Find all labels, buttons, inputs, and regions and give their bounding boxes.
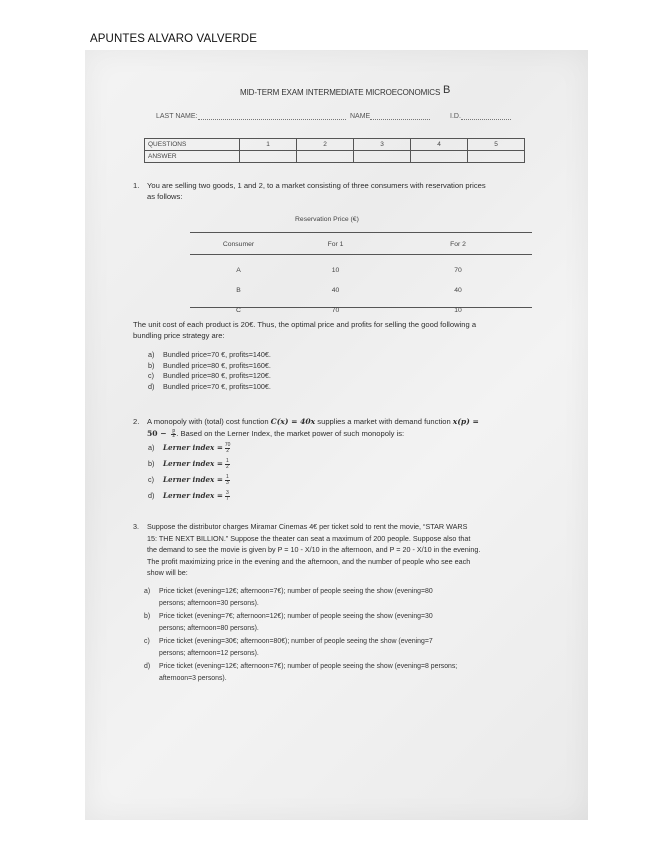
question-text: supplies a market with demand function <box>315 417 453 426</box>
answer-cell[interactable] <box>468 151 525 163</box>
demand-function-rest: 50 − <box>147 429 170 438</box>
question-3 <box>133 521 532 579</box>
answer-grid <box>144 138 525 163</box>
question-number: 2 <box>297 139 354 151</box>
column-header: For 2 <box>450 240 466 248</box>
id-blank <box>461 113 511 120</box>
last-name-field <box>156 113 346 120</box>
question-text-line: show will be: <box>147 568 188 577</box>
answer-cell[interactable] <box>240 151 297 163</box>
question-1-followup <box>133 319 543 341</box>
fraction-denominator: 2 <box>225 463 229 470</box>
header-author-note: APUNTES ALVARO VALVERDE <box>90 33 257 45</box>
answer-option[interactable] <box>148 475 230 491</box>
table-cell: 10 <box>331 266 340 274</box>
question-3-options <box>144 586 539 684</box>
table-cell: 40 <box>454 286 462 294</box>
table-cell: 70 <box>331 306 340 314</box>
questions-row <box>145 139 525 151</box>
option-letter: c) <box>148 475 154 485</box>
table-cell: 70 <box>454 266 462 274</box>
option-letter: d) <box>148 491 155 501</box>
question-number: 3 <box>354 139 411 151</box>
questions-label: QUESTIONS <box>145 139 240 151</box>
demand-function: x(p) = <box>452 417 479 426</box>
option-fraction <box>225 475 230 486</box>
question-2-options <box>148 443 230 507</box>
lerner-label: Lerner index = <box>163 475 223 485</box>
option-text: Bundled price=80 €, profits=120€. <box>163 371 271 381</box>
last-name-label: LAST NAME: <box>156 113 198 120</box>
option-letter: d) <box>148 381 155 391</box>
cost-function: C(x) = 40x <box>270 417 316 426</box>
column-header: For 1 <box>327 240 344 248</box>
question-text-line: Suppose the distributor charges Miramar Cinemas 4€ per ticket sold to rent the movie, “STAR WARS <box>147 522 468 531</box>
answer-cell[interactable] <box>354 151 411 163</box>
option-letter: a) <box>144 588 151 595</box>
option-text: persons; afternoon=30 persons). <box>159 599 259 607</box>
answer-option[interactable] <box>144 586 539 609</box>
column-header: Consumer <box>222 240 255 248</box>
option-text: Price ticket (evening=7€; afternoon=12€); number of people seeing the show (evening=30 <box>159 613 433 620</box>
answer-option[interactable] <box>144 661 539 684</box>
option-letter: b) <box>148 360 155 370</box>
name-field <box>350 113 430 120</box>
table-row <box>190 300 532 320</box>
question-text-line: as follows: <box>147 192 183 201</box>
question-text-line: 15: THE NEXT BILLION.” Suppose the theater can seat a maximum of 200 people. Suppose also that <box>147 533 471 543</box>
id-label: I.D. <box>450 113 461 120</box>
answer-cell[interactable] <box>411 151 468 163</box>
option-text: afternoon=3 persons). <box>159 674 227 682</box>
option-letter: a) <box>148 350 155 359</box>
table-rule-top <box>190 232 532 233</box>
fraction-denominator: 7 <box>225 495 229 502</box>
table-cell: 10 <box>454 306 462 314</box>
option-text: Price ticket (evening=12€; afternoon=7€); number of people seeing the show (evening=8 persons; <box>159 663 458 670</box>
question-1-options <box>148 350 271 392</box>
answer-option[interactable] <box>148 350 271 361</box>
option-fraction <box>225 491 230 502</box>
option-letter: a) <box>148 443 155 453</box>
question-2 <box>133 416 537 440</box>
question-1 <box>133 180 547 202</box>
answer-option[interactable] <box>148 459 230 475</box>
question-number-label: 3. <box>133 522 139 531</box>
reservation-table-title: Reservation Price (€) <box>295 216 359 223</box>
answers-row <box>145 151 525 163</box>
table-cell: A <box>236 266 241 274</box>
fraction-denominator: 2 <box>226 447 230 454</box>
table-cell: 40 <box>331 286 340 294</box>
option-fraction <box>225 459 230 470</box>
answer-option[interactable] <box>148 361 271 372</box>
answer-option[interactable] <box>144 611 539 634</box>
question-text-line: You are selling two goods, 1 and 2, to a market consisting of three consumers with reservation prices <box>147 181 486 190</box>
answer-cell[interactable] <box>297 151 354 163</box>
fraction-denominator: 2 <box>172 433 176 440</box>
question-text-line: the demand to see the movie is given by P = 10 - X/10 in the afternoon, and P = 20 - X/10 in the evening. <box>147 545 481 554</box>
name-label: NAME <box>350 113 371 120</box>
question-number: 1 <box>240 139 297 151</box>
option-text: Bundled price=70 €, profits=140€. <box>163 350 271 359</box>
last-name-blank <box>198 113 346 120</box>
exam-title: MID-TERM EXAM INTERMEDIATE MICROECONOMICS <box>240 88 441 97</box>
id-field <box>450 113 511 120</box>
option-letter: c) <box>144 638 150 645</box>
option-letter: b) <box>144 613 151 620</box>
question-number: 5 <box>468 139 525 151</box>
question-text: . Based on the Lerner Index, the market power of such monopoly is: <box>176 429 405 438</box>
option-text: Bundled price=70 €, profits=100€. <box>163 381 271 391</box>
option-text: persons; afternoon=80 persons). <box>159 624 259 632</box>
fraction-numerator: 1 <box>225 474 229 480</box>
lerner-label: Lerner index = <box>163 491 223 501</box>
option-text: persons; afternoon=12 persons). <box>159 649 259 657</box>
option-text: Bundled price=80 €, profits=160€. <box>163 360 271 370</box>
question-number-label: 1. <box>133 181 140 190</box>
question-text-line: bundling price strategy are: <box>133 331 225 340</box>
table-row <box>190 280 532 300</box>
option-text: Price ticket (evening=12€; afternoon=7€); number of people seeing the show (evening=80 <box>159 588 433 595</box>
answer-option[interactable] <box>144 636 539 659</box>
option-letter: b) <box>148 459 155 469</box>
question-number-label: 2. <box>133 417 140 426</box>
table-header-row <box>190 234 532 254</box>
table-cell: B <box>236 286 241 294</box>
name-blank <box>370 113 430 120</box>
option-text: Price ticket (evening=30€; afternoon=80€); number of people seeing the show (evening=7 <box>159 638 433 645</box>
reservation-price-table <box>190 234 532 320</box>
answer-option[interactable] <box>148 443 230 459</box>
question-text-line: The unit cost of each product is 20€. Thus, the optimal price and profits for selling the good following a <box>133 320 477 329</box>
fraction-numerator: 3 <box>225 490 229 496</box>
answer-label: ANSWER <box>145 151 240 163</box>
answer-option[interactable] <box>148 491 230 507</box>
exam-variant: B <box>443 84 451 96</box>
fraction-numerator: 1 <box>225 458 229 464</box>
fraction-numerator: p <box>172 427 176 434</box>
fraction-denominator: 3 <box>225 479 229 486</box>
answer-option[interactable] <box>148 371 271 382</box>
table-cell: C <box>236 306 241 314</box>
question-number: 4 <box>411 139 468 151</box>
lerner-label: Lerner index = <box>163 443 223 453</box>
option-fraction <box>225 443 231 454</box>
table-row <box>190 260 532 280</box>
answer-option[interactable] <box>148 382 271 393</box>
option-letter: d) <box>144 663 151 670</box>
question-text: A monopoly with (total) cost function <box>147 417 271 426</box>
lerner-label: Lerner index = <box>163 459 223 469</box>
option-letter: c) <box>148 371 154 381</box>
question-text-line: The profit maximizing price in the evening and the afternoon, and the number of people who see each <box>147 556 471 566</box>
fraction-numerator: 70 <box>224 442 231 448</box>
